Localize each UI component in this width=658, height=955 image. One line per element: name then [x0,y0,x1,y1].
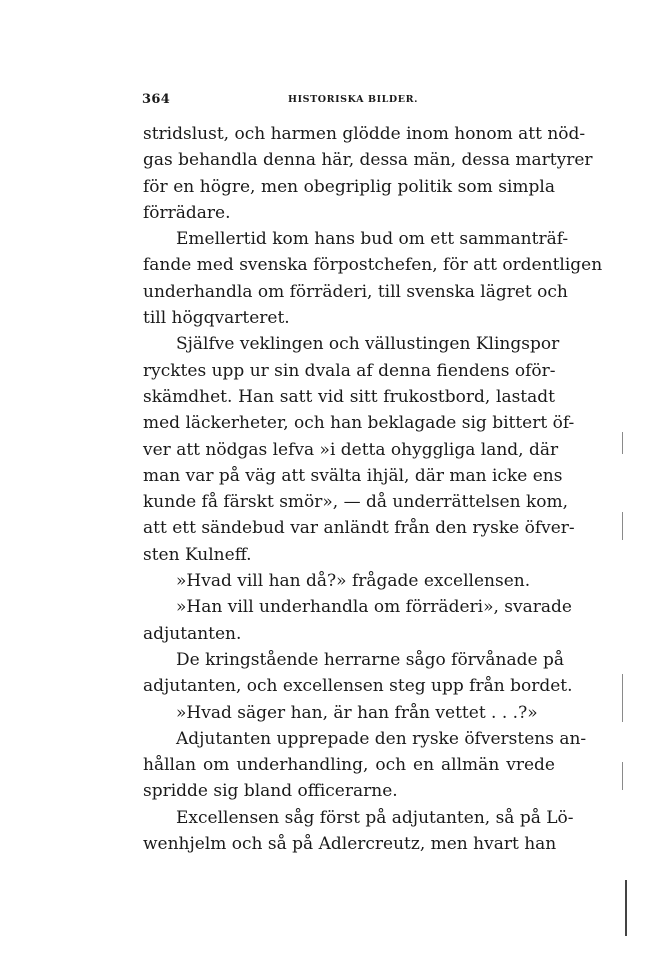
text-line: sten Kulneff. [143,544,252,565]
text-line: adjutanten. [143,623,242,644]
text-line: hållan om underhandling, och en allmän vrede [143,755,555,776]
text-line: Excellensen såg först på adjutanten, så på Lö- [176,807,574,828]
scan-mark [622,762,623,790]
text-line: skämdhet. Han satt vid sitt frukostbord, lastadt [143,386,555,407]
scan-mark [622,674,623,722]
text-line: rycktes upp ur sin dvala af denna fiendens oför- [143,360,556,381]
text-line: kunde få färskt smör», — då underrättelsen kom, [143,492,569,513]
running-head [142,92,554,112]
text-line: gas behandla denna här, dessa män, dessa martyrer [143,150,593,171]
text-line: »Han vill underhandla om förräderi», svarade [176,597,572,618]
text-line: förrädare. [143,202,231,223]
text-line: för en högre, men obegriplig politik som simpla [143,176,555,197]
scan-mark [625,880,627,936]
text-line: ver att nödgas lefva »i detta ohyggliga land, där [143,439,559,460]
text-line: att ett sändebud var anländt från den ryske öfver- [143,518,575,539]
text-line: spridde sig bland officerarne. [143,781,398,802]
scan-mark [622,512,623,540]
text-line: »Hvad vill han då?» frågade excellensen. [176,571,531,592]
text-line: till högqvarteret. [143,308,290,329]
text-line: man var på väg att svälta ihjäl, där man icke ens [143,465,563,486]
page-number: 364 [142,92,171,107]
text-line: med läckerheter, och han beklagade sig bittert öf- [143,413,575,434]
text-line: fande med svenska förpostchefen, för att ordentligen [143,255,603,276]
text-line: Emellertid kom hans bud om ett sammanträf- [176,229,569,250]
text-line: wenhjelm och så på Adlercreutz, men hvart han [143,834,557,855]
text-line: stridslust, och harmen glödde inom honom att nöd- [143,124,586,144]
text-line: Själfve veklingen och vällustingen Klingspor [176,334,560,355]
text-line: Adjutanten upprepade den ryske öfverstens an- [176,728,587,749]
text-line: adjutanten, och excellensen steg upp från bordet. [143,676,573,697]
running-title: HISTORISKA BILDER. [288,94,419,105]
scan-mark [622,432,623,454]
body-text [143,121,603,857]
text-line: »Hvad säger han, är han från vettet . . .?» [176,702,538,723]
text-line: De kringstående herrarne sågo förvånade på [176,649,564,670]
text-line: underhandla om förräderi, till svenska lägret och [143,281,568,302]
